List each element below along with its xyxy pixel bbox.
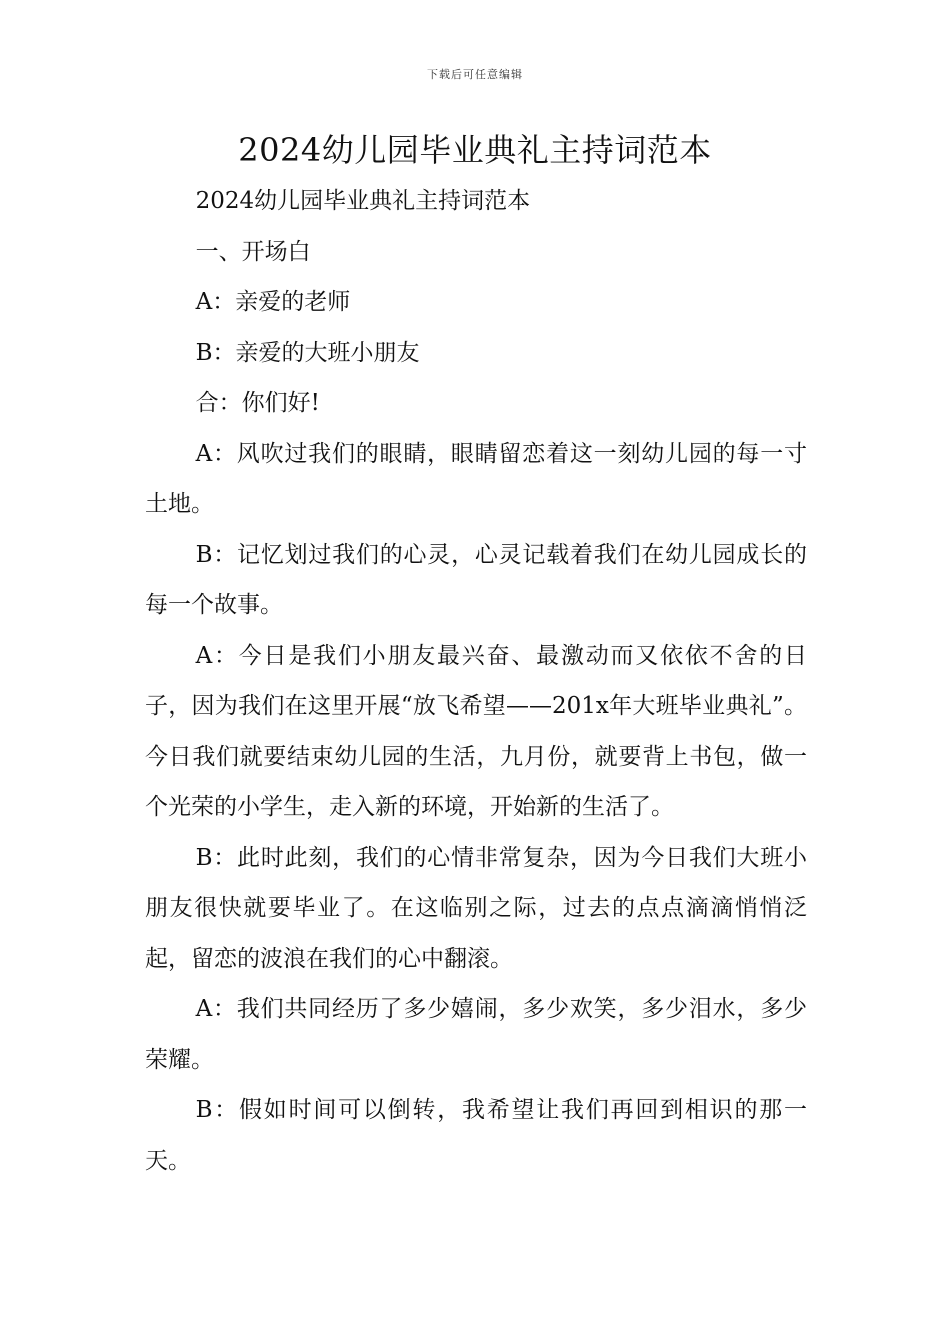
paragraph-line-b: B：亲爱的大班小朋友 (195, 339, 420, 366)
paragraph-section-heading: 一、开场白 (195, 238, 311, 265)
paragraph-a-experience: A：我们共同经历了多少嬉闹，多少欢笑，多少泪水，多少荣耀。 (145, 996, 807, 1073)
header-note: 下载后可任意编辑 (427, 68, 523, 81)
paragraph-line-together: 合：你们好! (195, 390, 320, 416)
paragraph-b-time: B：假如时间可以倒转，我希望让我们再回到相识的那一天。 (145, 1097, 807, 1174)
paragraph-a-today: A：今日是我们小朋友最兴奋、最激动而又依依不舍的日子，因为我们在这里开展“放飞希望——201x年大班毕业典礼”。今日我们就要结束幼儿园的生活，九月份，就要背上书包，做一个光荣的小学生，走入新的环境，开始新的生活了。 (145, 642, 807, 820)
paragraph-b-moment: B：此时此刻，我们的心情非常复杂，因为今日我们大班小朋友很快就要毕业了。在这临别之际，过去的点点滴滴悄悄泛起，留恋的波浪在我们的心中翻滚。 (145, 844, 807, 972)
document-body (145, 176, 807, 1186)
paragraph-a-wind: A：风吹过我们的眼睛，眼睛留恋着这一刻幼儿园的每一寸土地。 (145, 440, 807, 517)
paragraph-subtitle: 2024幼儿园毕业典礼主持词范本 (195, 188, 531, 214)
paragraph-line-a: A：亲爱的老师 (195, 289, 351, 315)
document-title: 2024幼儿园毕业典礼主持词范本 (238, 131, 712, 169)
paragraph-b-memory: B：记忆划过我们的心灵，心灵记载着我们在幼儿园成长的每一个故事。 (145, 541, 807, 618)
